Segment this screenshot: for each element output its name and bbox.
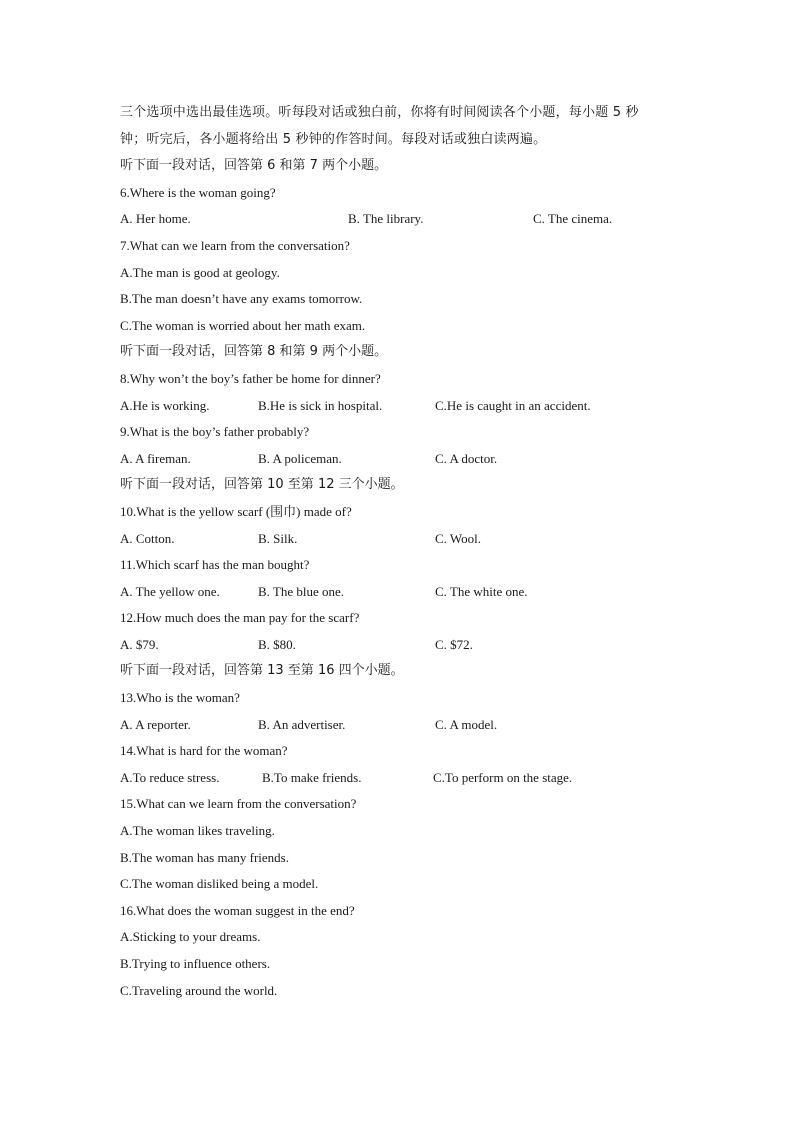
option-b: B. The blue one. [258, 583, 345, 599]
section-instruction: 听下面一段对话，回答第 10 至第 12 三个小题。 [120, 477, 404, 493]
option-a: A.He is working. [120, 397, 210, 413]
option-a: A.Sticking to your dreams. [120, 929, 261, 945]
question-stem: 15.What can we learn from the conversation? [120, 796, 357, 812]
intro-line: 三个选项中选出最佳选项。听每段对话或独白前，你将有时间阅读各个小题，每小题 5 秒 [120, 105, 639, 120]
option-b: B. The library. [348, 211, 424, 227]
question-stem: 9.What is the boy’s father probably? [120, 424, 310, 440]
option-a: A. A fireman. [120, 450, 191, 466]
option-a: A. Her home. [120, 211, 191, 227]
option-c: C. The cinema. [533, 211, 613, 227]
question-stem: 6.Where is the woman going? [120, 184, 276, 200]
question-stem: 16.What does the woman suggest in the end? [120, 902, 355, 918]
options-row [120, 712, 680, 739]
question-stem: 7.What can we learn from the conversation? [120, 237, 350, 253]
option-c: C. A model. [435, 716, 498, 732]
question-stem: 14.What is hard for the woman? [120, 743, 288, 759]
option-b: B. An advertiser. [258, 716, 346, 732]
options-row [120, 526, 680, 553]
option-a: A. The yellow one. [120, 583, 220, 599]
options-row [120, 206, 680, 233]
question-stem: 10.What is the yellow scarf (围巾) made of? [120, 503, 352, 519]
option-c: C. Wool. [435, 530, 482, 546]
options-row [120, 765, 680, 792]
option-b: B.Trying to influence others. [120, 956, 271, 971]
option-c: C.The woman is worried about her math exam. [120, 317, 366, 333]
option-a: A. $79. [120, 636, 159, 652]
section-instruction: 听下面一段对话，回答第 6 和第 7 两个小题。 [120, 158, 388, 174]
options-row [120, 393, 680, 420]
section-instruction: 听下面一段对话，回答第 13 至第 16 四个小题。 [120, 663, 404, 679]
option-b: B. Silk. [258, 530, 298, 546]
question-stem: 8.Why won’t the boy’s father be home for dinner? [120, 370, 381, 386]
option-c: C. $72. [435, 636, 473, 652]
option-c: C.Traveling around the world. [120, 982, 278, 998]
option-b: B. $80. [258, 636, 296, 652]
option-c: C.The woman disliked being a model. [120, 876, 319, 892]
option-c: C. The white one. [435, 583, 528, 599]
options-row [120, 632, 680, 659]
listening-section [120, 100, 680, 1004]
option-b: B.He is sick in hospital. [258, 397, 383, 413]
option-b: B.The woman has many friends. [120, 849, 289, 865]
option-a: A.To reduce stress. [120, 769, 220, 785]
option-b: B.The man doesn’t have any exams tomorrow. [120, 291, 363, 307]
option-b: B. A policeman. [258, 450, 342, 466]
option-a: A. A reporter. [120, 716, 191, 732]
option-a: A.The man is good at geology. [120, 264, 280, 280]
section-instruction: 听下面一段对话，回答第 8 和第 9 两个小题。 [120, 344, 388, 360]
option-a: A. Cotton. [120, 530, 175, 546]
options-row [120, 579, 680, 606]
option-c: C.To perform on the stage. [433, 769, 573, 785]
question-stem: 12.How much does the man pay for the scarf? [120, 610, 360, 626]
option-b: B.To make friends. [262, 769, 362, 785]
option-c: C. A doctor. [435, 450, 498, 466]
option-a: A.The woman likes traveling. [120, 823, 275, 839]
question-stem: 11.Which scarf has the man bought? [120, 557, 310, 573]
question-stem: 13.Who is the woman? [120, 690, 240, 706]
options-row [120, 446, 680, 473]
option-c: C.He is caught in an accident. [435, 397, 591, 413]
intro-line: 钟；听完后，各小题将给出 5 秒钟的作答时间。每段对话或独白读两遍。 [120, 131, 547, 147]
